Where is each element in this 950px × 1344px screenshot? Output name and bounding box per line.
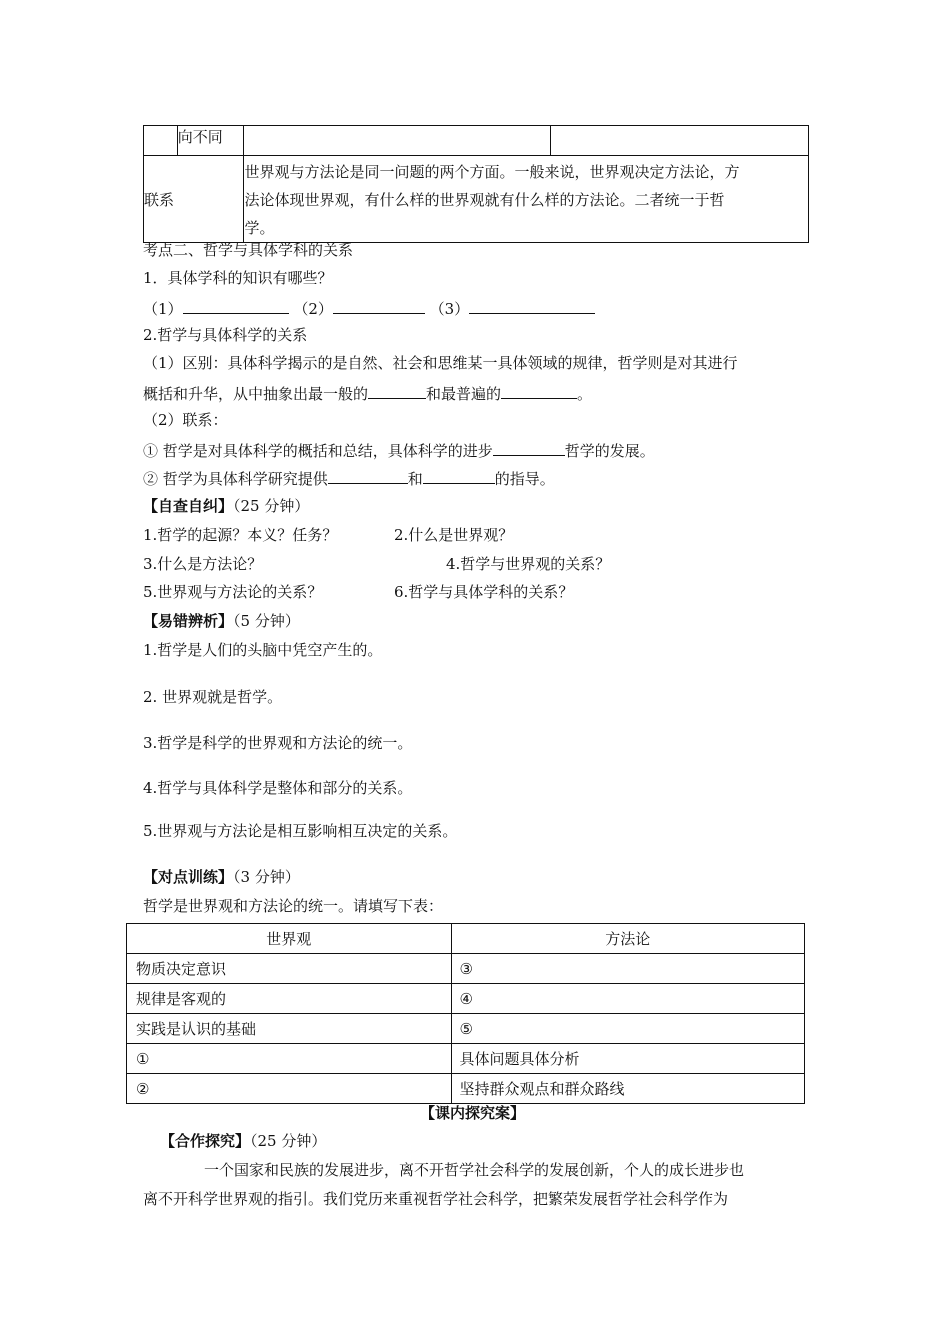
top-table <box>143 125 809 243</box>
coop-paragraph-line-1: 一个国家和民族的发展进步，离不开哲学社会科学的发展创新，个人的成长进步也 <box>204 1161 745 1179</box>
top-table-row2-label: 联系 <box>144 156 244 243</box>
self-check-item: 3.什么是方法论？ <box>143 555 263 573</box>
table-cell: 坚持群众观点和群众路线 <box>451 1074 804 1104</box>
error-item: 2. 世界观就是哲学。 <box>143 688 283 706</box>
table-row <box>127 1074 805 1104</box>
link-1: ① 哲学是对具体科学的概括和总结，具体科学的进步 哲学的发展。 <box>143 439 655 461</box>
blank-most-general[interactable] <box>368 382 426 399</box>
blank-link-2b[interactable] <box>423 467 495 484</box>
training-header-worldview: 世界观 <box>127 924 452 954</box>
self-check-item: 1.哲学的起源？本义？任务？ <box>143 526 338 544</box>
table-cell[interactable]: ④ <box>451 984 804 1014</box>
error-item: 1.哲学是人们的头脑中凭空产生的。 <box>143 641 383 659</box>
self-check-item: 4.哲学与世界观的关系？ <box>446 555 611 573</box>
knowledge-blanks: （1） （2） （3） <box>143 297 595 319</box>
blank-link-2a[interactable] <box>328 467 408 484</box>
top-table-cell <box>551 126 809 156</box>
error-item: 3.哲学是科学的世界观和方法论的统一。 <box>143 734 413 752</box>
error-item: 5.世界观与方法论是相互影响相互决定的关系。 <box>143 822 458 840</box>
training-header-methodology: 方法论 <box>451 924 804 954</box>
top-table-row2-content: 世界观与方法论是同一问题的两个方面。一般来说，世界观决定方法论，方 法论体现世界观，有什么样的世界观就有什么样的方法论。二者统一于哲 学。 <box>244 156 809 243</box>
training-table <box>126 923 805 1104</box>
self-check-item: 6.哲学与具体学科的关系？ <box>394 583 574 601</box>
blank-link-1[interactable] <box>493 439 565 456</box>
table-cell[interactable]: ② <box>127 1074 452 1104</box>
table-cell[interactable]: ⑤ <box>451 1014 804 1044</box>
top-table-cell-empty <box>144 126 178 156</box>
training-title: 【对点训练】（3 分钟） <box>143 868 300 886</box>
link-2: ② 哲学为具体科学研究提供 和 的指导。 <box>143 467 555 489</box>
table-cell: 物质决定意识 <box>127 954 452 984</box>
table-cell: 实践是认识的基础 <box>127 1014 452 1044</box>
question-1: 1．具体学科的知识有哪些？ <box>143 269 333 287</box>
coop-title: 【合作探究】（25 分钟） <box>160 1132 327 1150</box>
difference-line-2: 概括和升华，从中抽象出最一般的 和最普遍的 。 <box>143 382 592 404</box>
training-intro: 哲学是世界观和方法论的统一。请填写下表： <box>143 897 444 915</box>
blank-most-universal[interactable] <box>501 382 577 399</box>
table-cell: 具体问题具体分析 <box>451 1044 804 1074</box>
top-table-row1-label: 向不同 <box>177 126 244 156</box>
table-row <box>127 1014 805 1044</box>
self-check-item: 2.什么是世界观？ <box>394 526 514 544</box>
self-check-title: 【自查自纠】（25 分钟） <box>143 497 310 515</box>
table-cell[interactable]: ③ <box>451 954 804 984</box>
coop-paragraph-line-2: 离不开科学世界观的指引。我们党历来重视哲学社会科学，把繁荣发展哲学社会科学作为 <box>143 1190 729 1208</box>
question-2: 2.哲学与具体科学的关系 <box>143 326 308 344</box>
errors-title: 【易错辨析】（5 分钟） <box>143 612 300 630</box>
section-heading: 考点二、哲学与具体学科的关系 <box>143 241 354 259</box>
table-row <box>127 954 805 984</box>
table-cell[interactable]: ① <box>127 1044 452 1074</box>
blank-2[interactable] <box>333 297 425 314</box>
inclass-title: 【课内探究案】 <box>420 1104 526 1122</box>
blank-1[interactable] <box>183 297 289 314</box>
table-row <box>127 984 805 1014</box>
blank-3[interactable] <box>469 297 595 314</box>
table-row <box>127 1044 805 1074</box>
error-item: 4.哲学与具体科学是整体和部分的关系。 <box>143 779 413 797</box>
link-label: （2）联系： <box>143 411 228 429</box>
top-table-cell <box>244 126 551 156</box>
table-cell: 规律是客观的 <box>127 984 452 1014</box>
self-check-item: 5.世界观与方法论的关系？ <box>143 583 323 601</box>
difference-line-1: （1）区别：具体科学揭示的是自然、社会和思维某一具体领域的规律，哲学则是对其进行 <box>143 354 738 372</box>
